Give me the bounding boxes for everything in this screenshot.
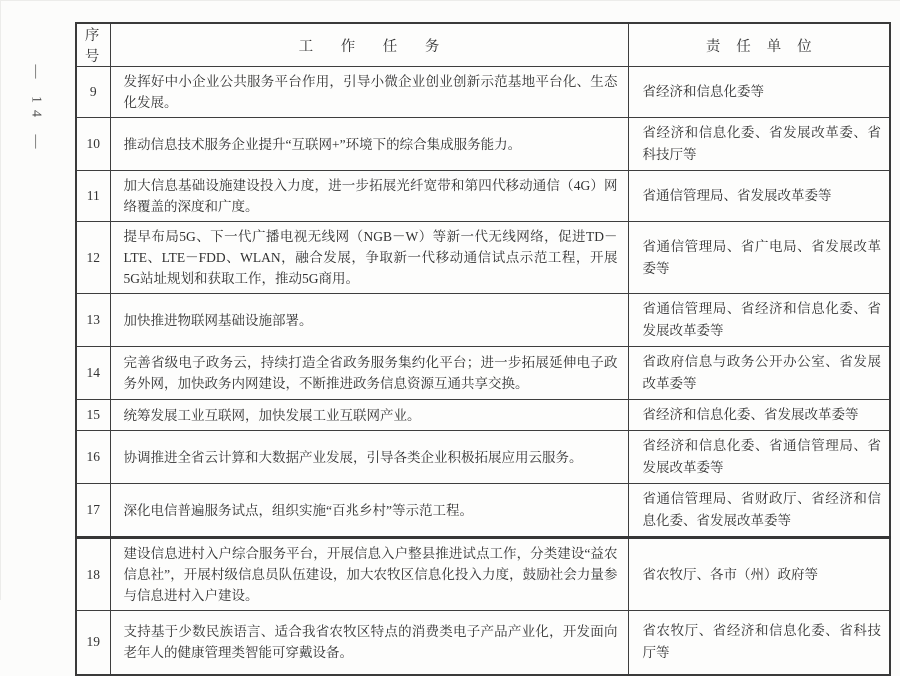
task-cell: 支持基于少数民族语言、适合我省农牧区特点的消费类电子产品产业化，开发面向老年人的健康管理类智能可穿戴设备。 [110, 611, 628, 675]
unit-cell: 省农牧厅、省经济和信息化委、省科技厅等 [628, 611, 890, 675]
work-task-table [75, 22, 891, 676]
header-index: 序号 [76, 23, 110, 67]
task-cell: 提早布局5G、下一代广播电视无线网（NGB－W）等新一代无线网络，促进TD－LTE、LTE－FDD、WLAN，融合发展，争取新一代移动通信试点示范工程，开展5G站址规划和获取工作，推动5G商用。 [110, 222, 628, 294]
unit-cell: 省经济和信息化委、省发展改革委、省科技厅等 [628, 118, 890, 171]
table-row [76, 347, 890, 400]
task-cell: 推动信息技术服务企业提升“互联网+”环境下的综合集成服务能力。 [110, 118, 628, 171]
unit-cell: 省政府信息与政务公开办公室、省发展改革委等 [628, 347, 890, 400]
header-task: 工作任务 [110, 23, 628, 67]
task-cell: 协调推进全省云计算和大数据产业发展，引导各类企业积极拓展应用云服务。 [110, 431, 628, 484]
unit-cell: 省通信管理局、省发展改革委等 [628, 171, 890, 222]
row-index: 16 [76, 431, 110, 484]
page-number: — 14 — [28, 64, 43, 156]
row-index: 11 [76, 171, 110, 222]
page-margin [6, 52, 64, 168]
table-row [76, 67, 890, 118]
task-cell: 统筹发展工业互联网，加快发展工业互联网产业。 [110, 400, 628, 431]
table-row [76, 222, 890, 294]
table-row [76, 118, 890, 171]
row-index: 12 [76, 222, 110, 294]
table-row [76, 171, 890, 222]
unit-cell: 省农牧厅、各市（州）政府等 [628, 538, 890, 611]
table-row [76, 484, 890, 538]
row-index: 10 [76, 118, 110, 171]
task-cell: 建设信息进村入户综合服务平台，开展信息入户整县推进试点工作，分类建设“益农信息社”，开展村级信息员队伍建设，加大农牧区信息化投入力度，鼓励社会力量参与信息进村入户建设。 [110, 538, 628, 611]
row-index: 13 [76, 294, 110, 347]
unit-cell: 省通信管理局、省经济和信息化委、省发展改革委等 [628, 294, 890, 347]
task-cell: 加快推进物联网基础设施部署。 [110, 294, 628, 347]
task-cell: 深化电信普遍服务试点，组织实施“百兆乡村”等示范工程。 [110, 484, 628, 538]
row-index: 15 [76, 400, 110, 431]
table-row [76, 611, 890, 675]
table-row [76, 400, 890, 431]
row-index: 14 [76, 347, 110, 400]
row-index: 17 [76, 484, 110, 538]
task-cell: 发挥好中小企业公共服务平台作用，引导小微企业创业创新示范基地平台化、生态化发展。 [110, 67, 628, 118]
task-cell: 完善省级电子政务云，持续打造全省政务服务集约化平台；进一步拓展延伸电子政务外网，加快政务内网建设，不断推进政务信息资源互通共享交换。 [110, 347, 628, 400]
row-index: 9 [76, 67, 110, 118]
unit-cell: 省经济和信息化委、省发展改革委等 [628, 400, 890, 431]
row-index: 18 [76, 538, 110, 611]
task-cell: 加大信息基础设施建设投入力度，进一步拓展光纤宽带和第四代移动通信（4G）网络覆盖的深度和广度。 [110, 171, 628, 222]
unit-cell: 省经济和信息化委、省通信管理局、省发展改革委等 [628, 431, 890, 484]
table-row [76, 294, 890, 347]
unit-cell: 省通信管理局、省广电局、省发展改革委等 [628, 222, 890, 294]
row-index: 19 [76, 611, 110, 675]
table-row [76, 431, 890, 484]
unit-cell: 省经济和信息化委等 [628, 67, 890, 118]
table-header-row [76, 23, 890, 67]
unit-cell: 省通信管理局、省财政厅、省经济和信息化委、省发展改革委等 [628, 484, 890, 538]
header-unit: 责任单位 [628, 23, 890, 67]
